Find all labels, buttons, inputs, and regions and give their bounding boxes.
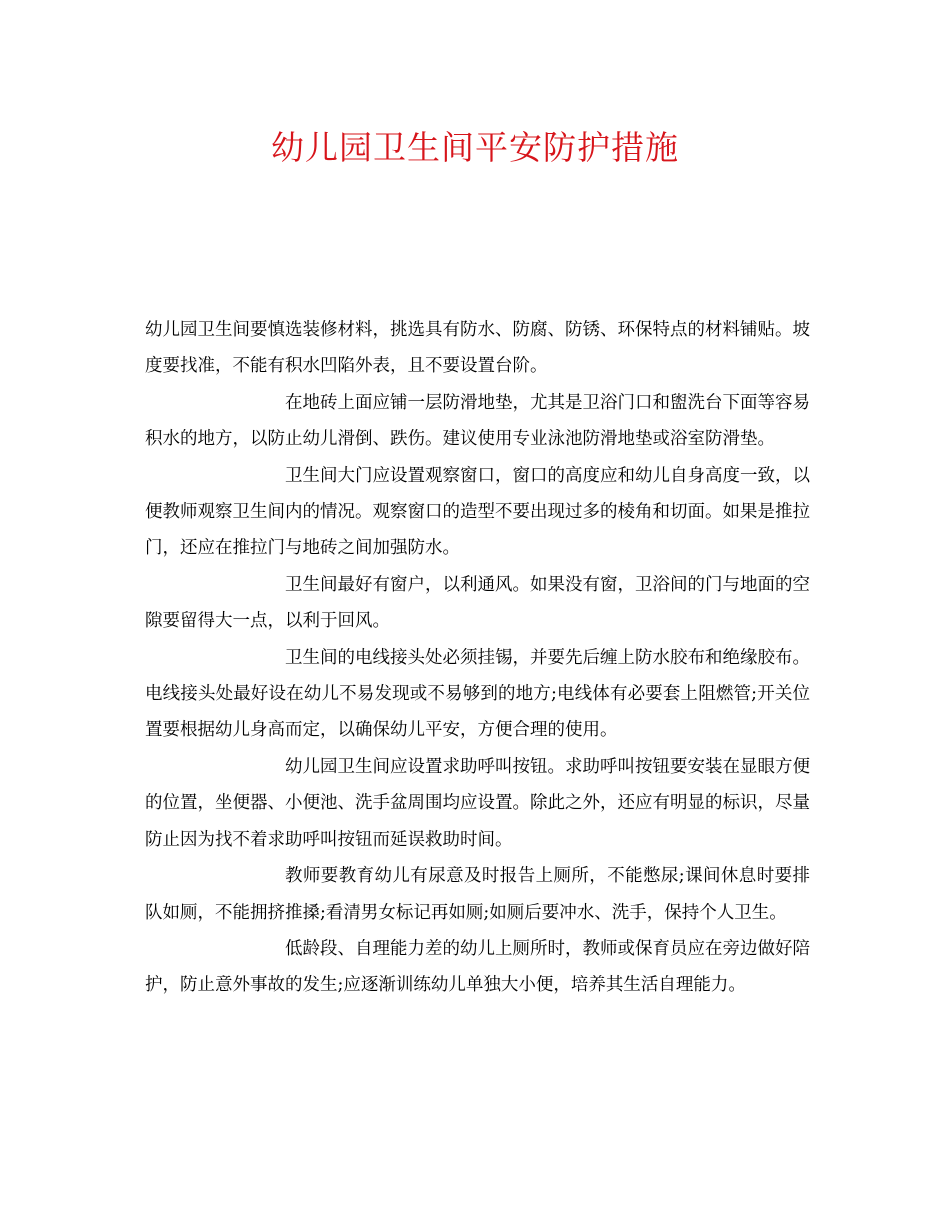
document-body <box>145 312 810 1004</box>
paragraph-materials: 幼儿园卫生间要慎选装修材料，挑选具有防水、防腐、防锈、环保特点的材料铺贴。坡度要找准，不能有积水凹陷外表，且不要设置台阶。 <box>145 320 810 377</box>
paragraph-anti-slip-mat: 在地砖上面应铺一层防滑地垫，尤其是卫浴门口和盥洗台下面等容易积水的地方，以防止幼儿滑倒、跌伤。建议使用专业泳池防滑地垫或浴室防滑垫。 <box>145 392 810 450</box>
paragraph-toilet-education: 教师要教育幼儿有尿意及时报告上厕所，不能憋尿;课间休息时要排队如厕，不能拥挤推搡;看清男女标记再如厕;如厕后要冲水、洗手，保持个人卫生。 <box>145 866 810 923</box>
paragraph-ventilation: 卫生间最好有窗户，以利通风。如果没有窗，卫浴间的门与地面的空隙要留得大一点，以利于回风。 <box>145 574 810 632</box>
paragraph-call-button: 幼儿园卫生间应设置求助呼叫按钮。求助呼叫按钮要安装在显眼方便的位置，坐便器、小便池、洗手盆周围均应设置。除此之外，还应有明显的标识，尽量防止因为找不着求助呼叫按钮而延误救助时间。 <box>145 756 810 850</box>
paragraph-electrical-safety: 卫生间的电线接头处必须挂锡，并要先后缠上防水胶布和绝缘胶布。电线接头处最好设在幼儿不易发现或不易够到的地方;电线体有必要套上阻燃管;开关位置要根据幼儿身高而定，以确保幼儿平安，方便合理的使用。 <box>145 647 810 741</box>
paragraph-observation-window: 卫生间大门应设置观察窗口，窗口的高度应和幼儿自身高度一致，以便教师观察卫生间内的情况。观察窗口的造型不要出现过多的棱角和切面。如果是推拉门，还应在推拉门与地砖之间加强防水。 <box>145 465 810 559</box>
document-title: 幼儿园卫生间平安防护措施 <box>271 128 679 167</box>
paragraph-young-children-care: 低龄段、自理能力差的幼儿上厕所时，教师或保育员应在旁边做好陪护，防止意外事故的发生;应逐渐训练幼儿单独大小便，培养其生活自理能力。 <box>145 938 810 996</box>
